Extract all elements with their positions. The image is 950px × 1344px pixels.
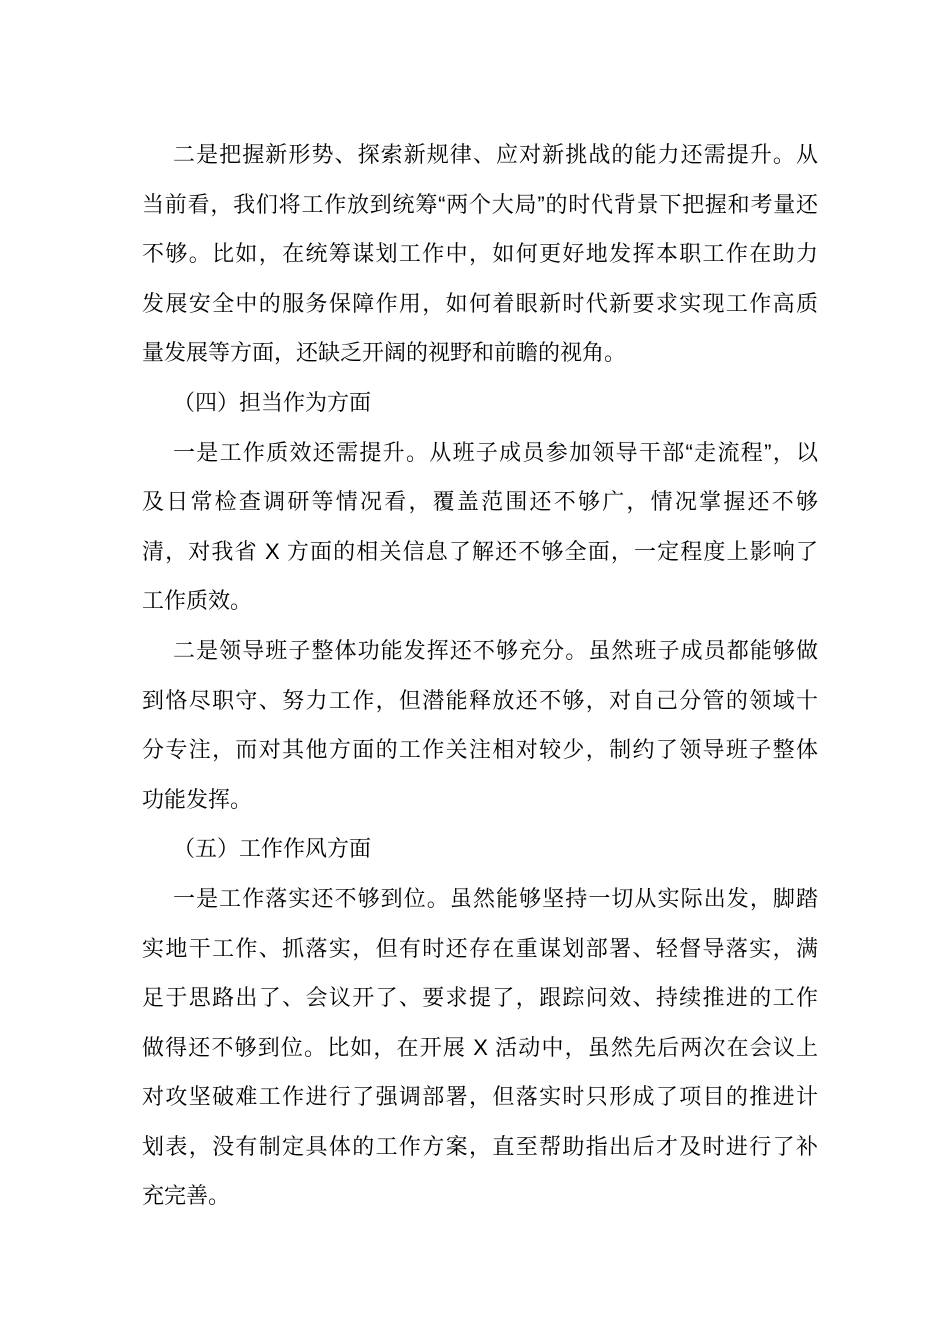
text-line: 二是领导班子整体功能发挥还不够充分。虽然班子成员都能够做	[173, 637, 818, 663]
text-line: 功能发挥。	[142, 786, 253, 812]
text-line: 划表，没有制定具体的工作方案，直至帮助指出后才及时进行了补	[142, 1133, 818, 1159]
text-line: 一是工作质效还需提升。从班子成员参加领导干部“走流程”，以	[173, 439, 818, 465]
text-line: 一是工作落实还不够到位。虽然能够坚持一切从实际出发，脚踏	[173, 885, 818, 911]
text-line: 及日常检查调研等情况看，覆盖范围还不够广，情况掌握还不够	[142, 489, 818, 515]
text-line: 充完善。	[142, 1183, 231, 1209]
text-line: 分专注，而对其他方面的工作关注相对较少，制约了领导班子整体	[142, 737, 818, 763]
text-line: 对攻坚破难工作进行了强调部署，但落实时只形成了项目的推进计	[142, 1084, 818, 1110]
text-line: 到恪尽职守、努力工作，但潜能释放还不够，对自己分管的领域十	[142, 687, 818, 713]
document-text	[142, 130, 818, 1221]
text-line: 工作质效。	[142, 588, 253, 614]
text-line: 二是把握新形势、探索新规律、应对新挑战的能力还需提升。从	[173, 142, 818, 167]
text-line: 清，对我省 X 方面的相关信息了解还不够全面，一定程度上影响了	[142, 538, 818, 564]
text-line: 做得还不够到位。比如，在开展 X 活动中，虽然先后两次在会议上	[142, 1034, 818, 1060]
text-line: 足于思路出了、会议开了、要求提了，跟踪问效、持续推进的工作	[142, 985, 818, 1011]
text-line: 不够。比如，在统筹谋划工作中，如何更好地发挥本职工作在助力	[142, 241, 818, 267]
text-line: 当前看，我们将工作放到统筹“两个大局”的时代背景下把握和考量还	[142, 191, 818, 217]
text-line: 量发展等方面，还缺乏开阔的视野和前瞻的视角。	[142, 340, 627, 366]
section-heading: （四）担当作为方面	[173, 389, 372, 415]
section-heading: （五）工作作风方面	[173, 836, 372, 862]
text-line: 实地干工作、抓落实，但有时还存在重谋划部署、轻督导落实，满	[142, 935, 818, 961]
text-line: 发展安全中的服务保障作用，如何着眼新时代新要求实现工作高质	[142, 290, 818, 316]
